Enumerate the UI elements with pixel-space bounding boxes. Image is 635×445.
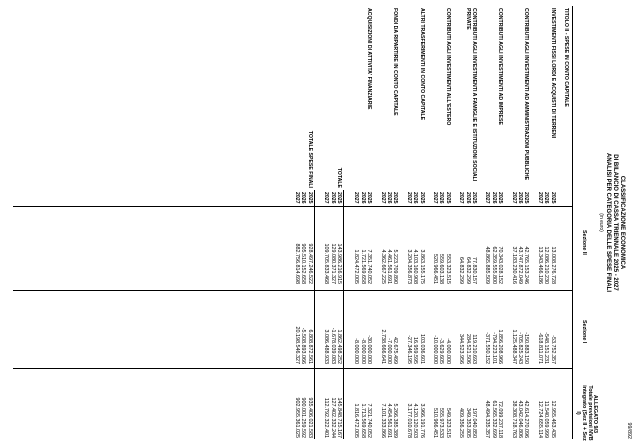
year-cell: 2027: [458, 192, 465, 204]
row-label: TITOLO II - SPESE IN CONTO CAPITALE: [563, 8, 569, 107]
sez2-value: 109.705.833.468: [323, 243, 330, 284]
row-label: CONTRIBUTI AGLI INVESTIMENTI AD IMPRESE: [497, 8, 504, 125]
total-value: 510.966.451: [432, 408, 438, 438]
sez2-value: 882.756.814.698: [294, 243, 300, 284]
col-divider-2: [13, 290, 573, 291]
total-value: 3.177.010.678: [405, 403, 412, 438]
sez2-value: 3.204.356.873: [405, 249, 412, 284]
total-value: 7.321.740.052: [366, 403, 373, 438]
sez1-value: -8.000.000: [353, 338, 360, 364]
col-divider-1: [13, 206, 573, 207]
title-1: CLASSIFICAZIONE ECONOMICA: [619, 175, 625, 270]
sez1-value: -794.223.101: [490, 332, 497, 364]
sez2-value: 3.863.155.175: [418, 249, 425, 284]
sez2-value: 64.832.299: [458, 257, 465, 284]
sez1-value: 344.523.956: [458, 334, 465, 364]
year-cell: 2025: [549, 192, 556, 204]
header-rule: [572, 6, 573, 439]
unit-label: (in euro): [598, 213, 604, 232]
sez1-value: 16.959.595: [412, 337, 419, 364]
year-cell: 2027: [536, 192, 543, 204]
year-cell: 2026: [300, 192, 307, 204]
total-value: 549.323.515: [444, 408, 451, 438]
sez1-value: 1.856.208.966: [497, 329, 504, 364]
sez2-value: 70.343.028.152: [497, 246, 504, 284]
total-value: 12.724.655.114: [536, 400, 543, 438]
sez2-value: 12.086.210.230: [543, 246, 550, 284]
year-cell: 2027: [432, 192, 438, 204]
total-value: 38.308.718.763: [510, 400, 517, 438]
total-value: 3.966.191.776: [418, 403, 425, 438]
allegato-label: ALLEGATO 9/3: [592, 394, 598, 433]
sez1-value: 6.808.872.561: [306, 329, 313, 364]
sez1-value: -3.629.605: [438, 338, 445, 364]
total-value: 902.955.361.025: [294, 397, 300, 438]
sez2-value: 520.966.451: [432, 254, 438, 284]
year-cell: 2027: [323, 192, 330, 204]
year-cell: 2025: [523, 192, 530, 204]
sez1-value: -4.000.000: [444, 338, 451, 364]
total-value: 349.353.805: [464, 408, 471, 438]
total-value: 7.101.333.866: [379, 403, 386, 438]
total-value: 4.454.561.691: [386, 403, 392, 438]
row-label: CONTRIBUTI AGLI INVESTIMENTI ALL'ESTERO: [444, 8, 451, 126]
year-cell: 2026: [517, 192, 523, 204]
sez2-value: 42.765.153.246: [523, 246, 530, 284]
total-value: 1.816.472.005: [353, 403, 360, 438]
year-cell: 2025: [444, 192, 451, 204]
sez1-value: 20.198.546.327: [294, 326, 300, 364]
year-cell: 2026: [464, 192, 471, 204]
total-value: 5.266.385.389: [392, 403, 399, 438]
total-value: 112.792.322.401: [323, 397, 330, 438]
sez1-value: 2.738.666.641: [379, 329, 386, 364]
year-cell: 2025: [497, 192, 504, 204]
total-value: 409.356.255: [458, 408, 465, 438]
year-cell: 2026: [329, 192, 336, 204]
col-header-total: Totale previsioni NVB integrato (Sez II + Sez I): [575, 385, 593, 441]
year-cell: 2025: [366, 192, 373, 204]
total-value: 1.713.569.658: [359, 403, 366, 438]
sez1-value: -5.508.893.066: [300, 327, 307, 364]
sez1-value: -705.825.243: [517, 332, 523, 364]
sez1-value: 1.862.498.252: [336, 329, 342, 364]
doc-code: 99/892: [626, 422, 632, 439]
sez1-value: -30.000.000: [366, 335, 373, 364]
sez2-value: 13.008.276.728: [549, 246, 556, 284]
total-value: 43.042.046.806: [517, 400, 523, 438]
total-value: 4.120.120.503: [412, 403, 419, 438]
sez1-value: -53.752.357: [549, 335, 556, 364]
year-cell: 2026: [490, 192, 497, 204]
total-value: 900.001.259.592: [300, 397, 307, 438]
total-value: 61.565.332.699: [490, 400, 497, 438]
year-cell: 2026: [386, 192, 392, 204]
sez1-value: -548.151.231: [543, 332, 550, 364]
year-cell: 2026: [359, 192, 366, 204]
year-cell: 2026: [543, 192, 550, 204]
sez2-value: 64.832.299: [464, 257, 471, 284]
sez1-value: -7.000.000: [386, 338, 392, 364]
totale-spese-label: TOTALE SPESE FINALI: [306, 130, 313, 188]
year-cell: 2027: [405, 192, 412, 204]
row-label: INVESTIMENTI FISSI LORDI E ACQUISTI DI TERRENI: [549, 8, 556, 139]
sez1-value: -618.811.071: [536, 332, 543, 364]
sez2-value: 77.830.157: [471, 257, 477, 284]
sez2-value: 928.497.246.522: [306, 243, 313, 284]
year-cell: 2025: [418, 192, 425, 204]
row-label: CONTRIBUTI AGLI INVESTIMENTI AD AMMINISTRAZIONI PUBBLICHE: [523, 8, 530, 181]
total-value: 11.540.059.999: [543, 400, 550, 438]
total-value: 72.099.237.118: [497, 400, 504, 438]
total-value: 42.614.270.096: [523, 400, 530, 438]
year-cell: 2027: [294, 192, 300, 204]
sez2-value: 4.461.561.691: [386, 249, 392, 284]
sez2-value: 48.865.885.509: [484, 246, 491, 284]
sez1-value: 1.125.488.347: [510, 329, 517, 364]
col-divider-3: [13, 368, 573, 369]
row-label: ALTRI TRASFERIMENTI IN CONTO CAPITALE: [418, 8, 425, 121]
sez2-value: 13.343.466.186: [536, 246, 543, 284]
title-3: ANALISI PER CATEGORIA DELLE SPESE FINALI: [605, 152, 611, 292]
sez1-value: -150.883.150: [523, 332, 530, 364]
sez1-value: -8.000.000: [359, 338, 366, 364]
sez1-value: -10.000.000: [432, 335, 438, 364]
total-value: 555.973.533: [438, 408, 445, 438]
total-value: 935.406.021.583: [306, 397, 313, 438]
row-label: FONDI DA RIPARTIRE IN CONTO CAPITALE: [392, 8, 399, 116]
col-header-sez2: Sezione II: [581, 230, 587, 255]
sez2-value: 43.747.872.049: [517, 246, 523, 284]
sez1-value: 3.086.488.933: [323, 329, 330, 364]
year-cell: 2025: [306, 192, 313, 204]
sez2-value: 7.351.740.052: [366, 249, 373, 284]
row-label: ACQUISIZIONI DI ATTIVITA' FINANZIARIE: [366, 8, 373, 110]
total-value: 197.040.850: [471, 408, 477, 438]
year-cell: 2026: [412, 192, 419, 204]
sez2-value: 4.103.160.908: [412, 249, 419, 284]
year-cell: 2027: [379, 192, 386, 204]
totale-rule: [343, 190, 344, 439]
sez1-value: 103.036.601: [418, 334, 425, 364]
col-header-sez1: Sezione I: [581, 320, 587, 344]
sez1-value: -371.550.152: [484, 332, 491, 364]
sez2-value: 129.080.371.327: [329, 243, 336, 284]
sez1-value: -27.346.195: [405, 335, 412, 364]
sez2-value: 62.359.555.800: [490, 246, 497, 284]
year-cell: 2027: [353, 192, 360, 204]
year-cell: 2026: [438, 192, 445, 204]
sez2-value: 143.986.216.915: [336, 243, 342, 284]
year-cell: 2027: [510, 192, 517, 204]
sez2-value: 1.721.569.658: [359, 249, 366, 284]
sez2-value: 559.603.138: [438, 254, 445, 284]
row-label: CONTRIBUTI AGLI INVESTIMENTI A FAMIGLIE E ISTITUZIONI SOCIALI PRIVATE: [465, 8, 477, 182]
year-cell: 2025: [392, 192, 399, 204]
total-value: 48.494.335.357: [484, 400, 491, 438]
total-value: 127.402.332.244: [329, 397, 336, 438]
total-value: 145.848.715.167: [336, 397, 342, 438]
sez2-value: 1.824.472.005: [353, 249, 360, 284]
sez2-value: 5.223.709.890: [392, 249, 399, 284]
year-cell: 2025: [336, 192, 342, 204]
totale-spese-rule: [314, 190, 315, 439]
totale-label: TOTALE: [336, 167, 342, 188]
sez2-value: 905.510.152.658: [300, 243, 307, 284]
sez1-value: 42.675.499: [392, 337, 399, 364]
sez1-value: 284.521.506: [464, 334, 471, 364]
sez1-value: 119.210.693: [471, 334, 477, 364]
year-cell: 2027: [484, 192, 491, 204]
total-value: 12.955.463.435: [549, 400, 556, 438]
year-cell: 2025: [471, 192, 477, 204]
sez2-value: 37.183.230.416: [510, 246, 517, 284]
title-2: DI BILANCIO DI CASSA TRIENNALE 2025 - 2027: [612, 154, 618, 291]
sez2-value: 553.323.515: [444, 254, 451, 284]
sez1-value: -1.678.039.083: [329, 327, 336, 364]
sez2-value: 4.362.667.225: [379, 249, 386, 284]
